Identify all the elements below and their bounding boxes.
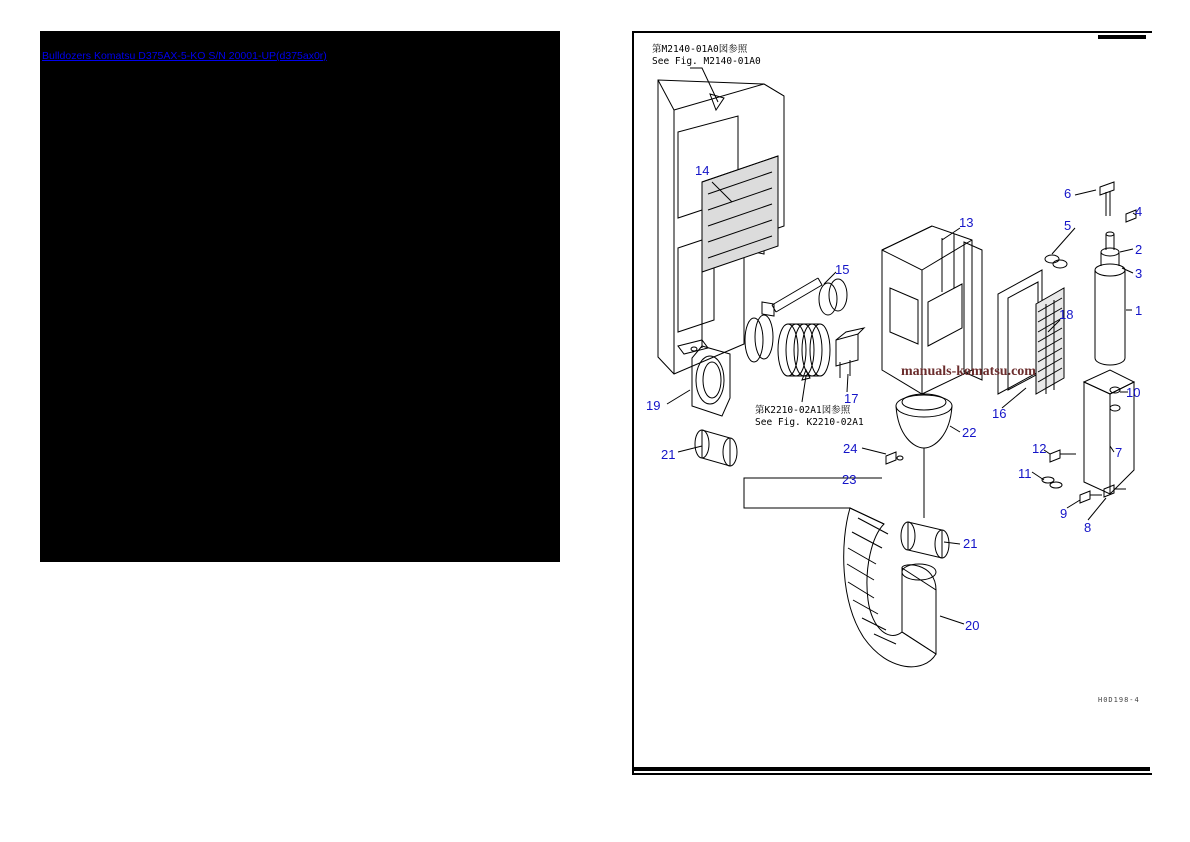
callout-18: 18 <box>1059 307 1074 322</box>
callout-17: 17 <box>844 391 859 406</box>
callout-21: 21 <box>661 447 676 462</box>
note-k2210-jp: 第K2210-02A1図参照 <box>755 405 851 416</box>
callout-7: 7 <box>1115 445 1123 460</box>
note-k2210-en: See Fig. K2210-02A1 <box>755 417 864 428</box>
callout-14: 14 <box>695 163 710 178</box>
callout-22: 22 <box>962 425 977 440</box>
callout-2: 2 <box>1135 242 1143 257</box>
callout-23: 23 <box>842 472 857 487</box>
note-m2140-en: See Fig. M2140-01A0 <box>652 56 761 67</box>
watermark-text: manuals-komatsu.com <box>901 364 1036 379</box>
callout-11: 11 <box>1018 466 1032 481</box>
callout-9: 9 <box>1060 506 1068 521</box>
callout-19: 19 <box>646 398 661 413</box>
part-exhaust-duct <box>844 508 949 667</box>
part-rod-15 <box>762 278 822 316</box>
part-mounting-bracket <box>1042 370 1134 503</box>
left-black-panel <box>40 31 560 562</box>
callout-12: 12 <box>1032 441 1047 456</box>
callout-1: 1 <box>1135 303 1143 318</box>
callout-8: 8 <box>1084 520 1092 535</box>
callout-10: 10 <box>1126 385 1141 400</box>
callout-4: 4 <box>1135 204 1143 219</box>
callout-15: 15 <box>835 262 850 277</box>
callout-20: 20 <box>965 618 980 633</box>
parts-diagram-panel <box>632 31 1152 775</box>
callout-24: 24 <box>843 441 858 456</box>
callout-21-lower: 21 <box>963 536 978 551</box>
callout-6: 6 <box>1064 186 1072 201</box>
part-clamp-17 <box>836 328 864 378</box>
part-door-panel <box>658 80 784 374</box>
callout-5: 5 <box>1064 218 1072 233</box>
part-dust-bowl <box>886 394 952 518</box>
callout-13: 13 <box>959 215 974 230</box>
parts-book-link[interactable]: Bulldozers Komatsu D375AX-5-KO S/N 20001-UP(d375ax0r) <box>42 50 327 62</box>
drawing-code: H0D198-4 <box>1098 696 1140 704</box>
parts-diagram-svg <box>634 33 1152 773</box>
callout-3: 3 <box>1135 266 1143 281</box>
callout-16: 16 <box>992 406 1007 421</box>
note-m2140-jp: 第M2140-01A0図参照 <box>652 44 748 55</box>
